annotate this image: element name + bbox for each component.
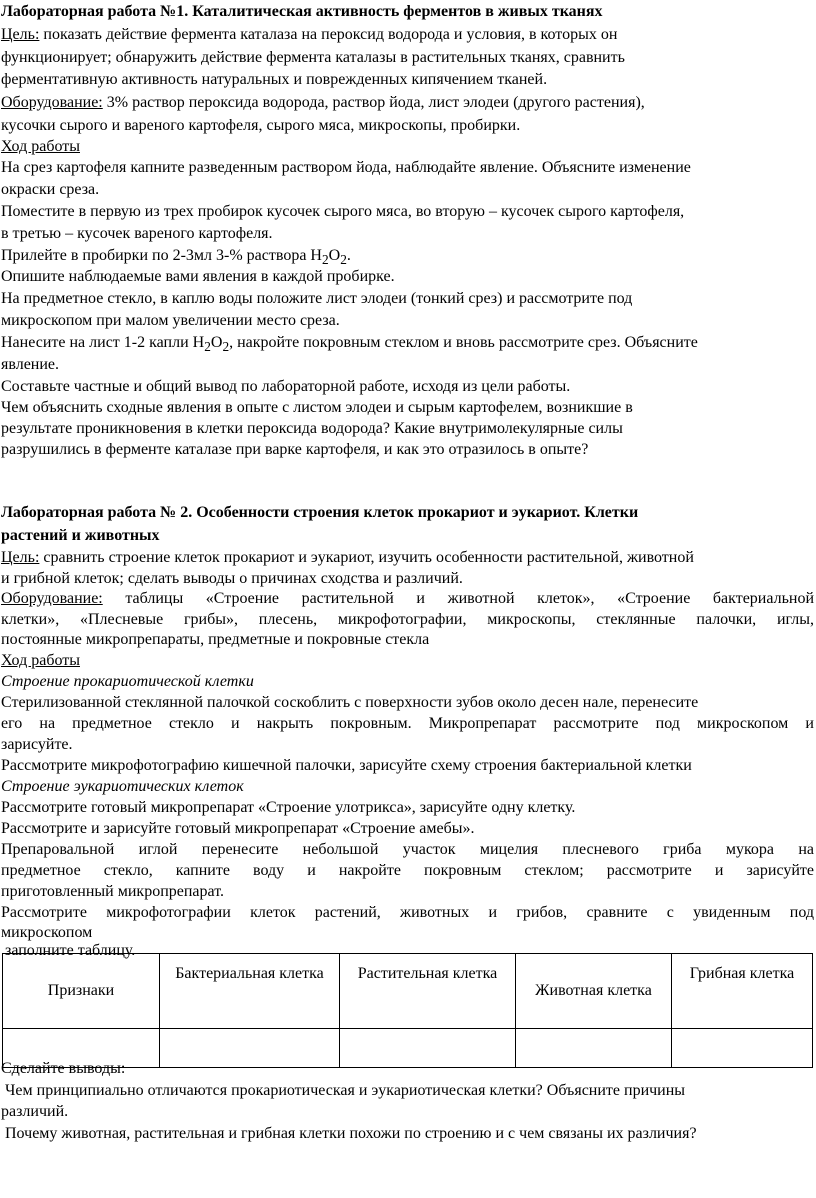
lab1-goal-line-3: ферментативную активность натуральных и поврежденных кипячением тканей. bbox=[1, 71, 548, 88]
lab1-goal-label: Цель: bbox=[1, 26, 40, 43]
subscript: 2 bbox=[340, 252, 347, 268]
lab1-progress-heading: Ход работы bbox=[1, 138, 80, 155]
lab2-conclusion-q1-line-2: различий. bbox=[1, 1103, 69, 1120]
table-header-cell: Растительная клетка bbox=[340, 954, 516, 1029]
table-cell bbox=[340, 1029, 516, 1068]
lab1-equipment-label: Оборудование: bbox=[1, 94, 103, 111]
lab2-euk-line-6: Рассмотрите микрофотографии клеток растений, животных и грибов, сравните с увиденным под bbox=[1, 904, 814, 921]
lab2-conclusion-q2: Почему животная, растительная и грибная клетки похожи по строению и с чем связаны их различия? bbox=[1, 1125, 697, 1142]
lab2-equipment-line-2: клетки», «Плесневые грибы», плесень, микрофотографии, микроскопы, стеклянные палочки, иглы, bbox=[1, 611, 814, 628]
lab2-prokaryote-heading: Строение прокариотической клетки bbox=[1, 673, 254, 690]
lab1-title: Лабораторная работа №1. Каталитическая активность ферментов в живых тканях bbox=[1, 3, 603, 20]
lab2-goal-label: Цель: bbox=[1, 549, 40, 566]
lab1-step6-line-1 bbox=[1, 333, 698, 358]
lab1-step1-line-2: окраски среза. bbox=[1, 181, 100, 198]
lab1-step7: Составьте частные и общий вывод по лабораторной работе, исходя из цели работы. bbox=[1, 378, 571, 395]
table-header-row bbox=[3, 954, 813, 1029]
table-header-cell: Грибная клетка bbox=[672, 954, 813, 1029]
table-cell bbox=[160, 1029, 340, 1068]
lab1-step6-line-2: явление. bbox=[1, 356, 60, 373]
lab2-equipment-text-1: таблицы «Строение растительной и животной клеток», «Строение бактериальной bbox=[102, 590, 814, 607]
lab1-step4: Опишите наблюдаемые вами явления в каждой пробирке. bbox=[1, 268, 395, 285]
lab1-step2-line-2: в третью – кусочек вареного картофеля. bbox=[1, 225, 273, 242]
lab1-step3-text: Прилейте в пробирки по 2-3мл 3-% раствора H bbox=[1, 247, 322, 264]
lab1-goal-text-1: показать действие фермента каталаза на пероксид водорода и условия, в которых он bbox=[39, 26, 618, 43]
lab1-step6-text: Нанесите на лист 1-2 капли H bbox=[1, 334, 205, 351]
table-header-cell: Признаки bbox=[3, 954, 160, 1029]
lab2-euk-line-5: приготовленный микропрепарат. bbox=[1, 883, 224, 900]
comparison-table bbox=[2, 953, 813, 1068]
lab1-question-line-3: разрушились в ферменте каталазе при варке картофеля, и как это отразилось в опыте? bbox=[1, 441, 589, 458]
table-cell bbox=[516, 1029, 672, 1068]
lab2-goal-text-1: сравнить строение клеток прокариот и эукариот, изучить особенности растительной, животной bbox=[39, 549, 694, 566]
lab1-equipment-line-2: кусочки сырого и вареного картофеля, сырого мяса, микроскопы, пробирки. bbox=[1, 117, 521, 134]
lab1-question-line-2: результате проникновения в клетки пероксида водорода? Какие внутримолекулярные силы bbox=[1, 420, 623, 437]
table-cell bbox=[672, 1029, 813, 1068]
lab1-step6-o: O bbox=[210, 334, 223, 351]
lab2-euk-line-7: микроскопом bbox=[1, 924, 93, 941]
lab1-step3-end: . bbox=[346, 247, 351, 264]
lab2-conclusions-label: Сделайте выводы: bbox=[1, 1060, 126, 1077]
table-header-cell: Бактериальная клетка bbox=[160, 954, 340, 1029]
subscript: 2 bbox=[321, 252, 329, 268]
lab1-goal-line-1 bbox=[1, 25, 617, 46]
lab2-equipment-line-1 bbox=[1, 589, 814, 610]
lab2-euk-line-3: Препаровальной иглой перенесите небольшой участок мицелия плесневого гриба мукора на bbox=[1, 841, 814, 858]
subscript: 2 bbox=[204, 339, 211, 355]
table-header-cell: Животная клетка bbox=[516, 954, 672, 1029]
lab2-prok-line-4: Рассмотрите микрофотографию кишечной палочки, зарисуйте схему строения бактериальной клетки bbox=[1, 757, 692, 774]
lab1-step1-line-1: На срез картофеля капните разведенным раствором йода, наблюдайте явление. Объясните изменение bbox=[1, 159, 691, 176]
lab2-prok-line-2: его на предметное стекло и накрыть покровным. Микропрепарат рассмотрите под микроскопом и bbox=[1, 715, 814, 732]
lab2-progress-heading: Ход работы bbox=[1, 652, 80, 669]
lab2-prok-line-3: зарисуйте. bbox=[1, 736, 73, 753]
lab1-step6-end: , накройте покровным стеклом и вновь рассмотрите срез. Объясните bbox=[229, 334, 698, 351]
lab1-goal-line-2: функционирует; обнаружить действие фермента каталазы в растительных тканях, сравнить bbox=[1, 49, 625, 66]
lab2-euk-line-8: заполните таблицу. bbox=[1, 942, 136, 959]
lab2-euk-line-2: Рассмотрите и зарисуйте готовый микропрепарат «Строение амебы». bbox=[1, 820, 475, 837]
subscript: 2 bbox=[222, 339, 230, 355]
lab1-equipment-text-1: 3% раствор пероксида водорода, раствор йода, лист элодеи (другого растения), bbox=[102, 94, 645, 111]
lab2-euk-line-4: предметное стекло, капните воду и накройте покровным стеклом; рассмотрите и зарисуйте bbox=[1, 862, 814, 879]
lab2-equipment-line-3: постоянные микропрепараты, предметные и покровные стекла bbox=[1, 631, 430, 648]
lab2-goal-line-1 bbox=[1, 548, 694, 569]
lab1-step2-line-1: Поместите в первую из трех пробирок кусочек сырого мяса, во вторую – кусочек сырого картофеля, bbox=[1, 203, 685, 220]
lab2-title-line-2: растений и животных bbox=[1, 527, 160, 544]
lab1-step5-line-1: На предметное стекло, в каплю воды положите лист элодеи (тонкий срез) и рассмотрите под bbox=[1, 290, 633, 307]
lab2-title-line-1: Лабораторная работа № 2. Особенности строения клеток прокариот и эукариот. Клетки bbox=[1, 504, 639, 521]
lab1-step3-o: O bbox=[328, 247, 341, 264]
lab1-step5-line-2: микроскопом при малом увеличении место среза. bbox=[1, 312, 340, 329]
lab2-equipment-label: Оборудование: bbox=[1, 590, 103, 607]
lab1-equipment-line-1 bbox=[1, 93, 645, 114]
lab1-question-line-1: Чем объяснить сходные явления в опыте с листом элодеи и сырым картофелем, возникшие в bbox=[1, 399, 633, 416]
lab2-eukaryote-heading: Строение эукариотических клеток bbox=[1, 778, 244, 795]
lab2-goal-line-2: и грибной клеток; сделать выводы о причинах сходства и различий. bbox=[1, 570, 463, 587]
lab2-prok-line-1: Стерилизованной стеклянной палочкой соскоблить с поверхности зубов около десен нале, перенесите bbox=[1, 694, 699, 711]
lab2-conclusion-q1-line-1: Чем принципиально отличаются прокариотическая и эукариотическая клетки? Объясните причины bbox=[1, 1082, 686, 1099]
lab2-euk-line-1: Рассмотрите готовый микропрепарат «Строение улотрикса», зарисуйте одну клетку. bbox=[1, 799, 576, 816]
